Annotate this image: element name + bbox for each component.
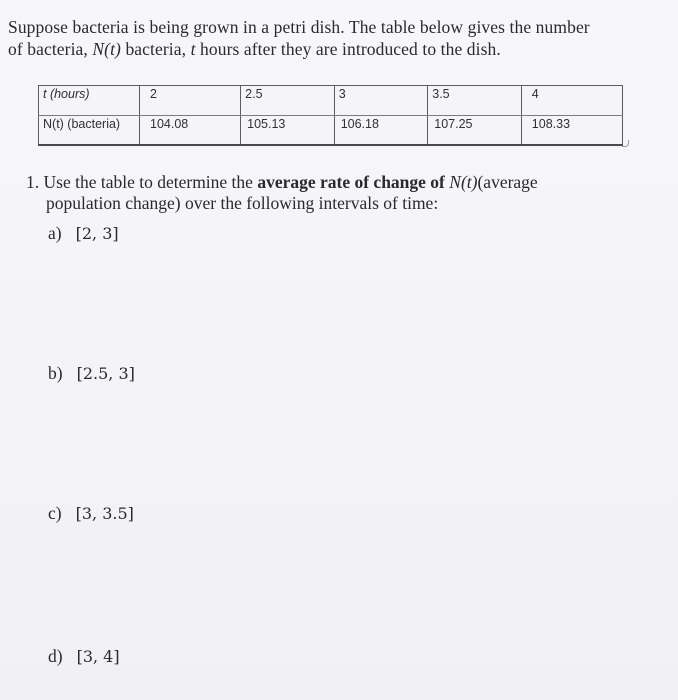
part-a-label: a): [48, 223, 62, 243]
question-text-pre: Use the table to determine the: [43, 172, 258, 192]
table-cell-t-1: 2: [140, 86, 241, 116]
question-text-bold: average rate of change of: [257, 172, 445, 192]
part-d: [48, 645, 120, 668]
table-cell-n-4: 107.25: [428, 116, 522, 146]
part-a: [48, 222, 119, 245]
table-cell-t-4: 3.5: [428, 86, 522, 116]
bacteria-data-table: [38, 85, 623, 146]
part-b: [48, 362, 135, 385]
question-number: 1.: [26, 172, 40, 192]
intro-variable-t: t: [190, 39, 196, 59]
question-1: [26, 172, 666, 214]
question-text-post: (average: [477, 172, 538, 192]
table-cell-n-2: 105.13: [241, 116, 335, 146]
question-function-n: N(t): [449, 172, 478, 192]
part-a-interval: [2, 3]: [75, 224, 119, 243]
intro-line-2-pre: of bacteria,: [8, 39, 93, 59]
table-cell-t-5: 4: [521, 86, 622, 116]
intro-line-2-mid: bacteria,: [120, 39, 191, 59]
table-cell-t-3: 3: [334, 86, 428, 116]
question-line-1: [26, 172, 666, 193]
table-header-bacteria: N(t) (bacteria): [39, 116, 140, 146]
intro-function-n: N(t): [92, 39, 121, 59]
table-cell-t-2: 2.5: [241, 86, 335, 116]
intro-line-2-post: hours after they are introduced to the dish.: [195, 39, 501, 59]
intro-line-2: [8, 38, 668, 60]
table-header-time: t (hours): [39, 86, 140, 116]
problem-intro: [8, 16, 668, 60]
part-b-label: b): [48, 363, 63, 383]
table-corner-mark: [622, 140, 629, 147]
table-row-bacteria: [39, 116, 623, 146]
question-line-2: population change) over the following intervals of time:: [46, 193, 439, 213]
part-c: [48, 502, 134, 525]
part-c-label: c): [48, 503, 62, 523]
table-cell-n-1: 104.08: [140, 116, 241, 146]
table-cell-n-3: 106.18: [334, 116, 428, 146]
part-d-interval: [3, 4]: [76, 647, 120, 666]
part-d-label: d): [48, 646, 63, 666]
intro-line-1: Suppose bacteria is being grown in a petri dish. The table below gives the number: [8, 17, 590, 37]
part-b-interval: [2.5, 3]: [76, 364, 135, 383]
table-cell-n-5: 108.33: [521, 116, 622, 146]
table-row-time: [39, 86, 623, 116]
part-c-interval: [3, 3.5]: [75, 504, 134, 523]
